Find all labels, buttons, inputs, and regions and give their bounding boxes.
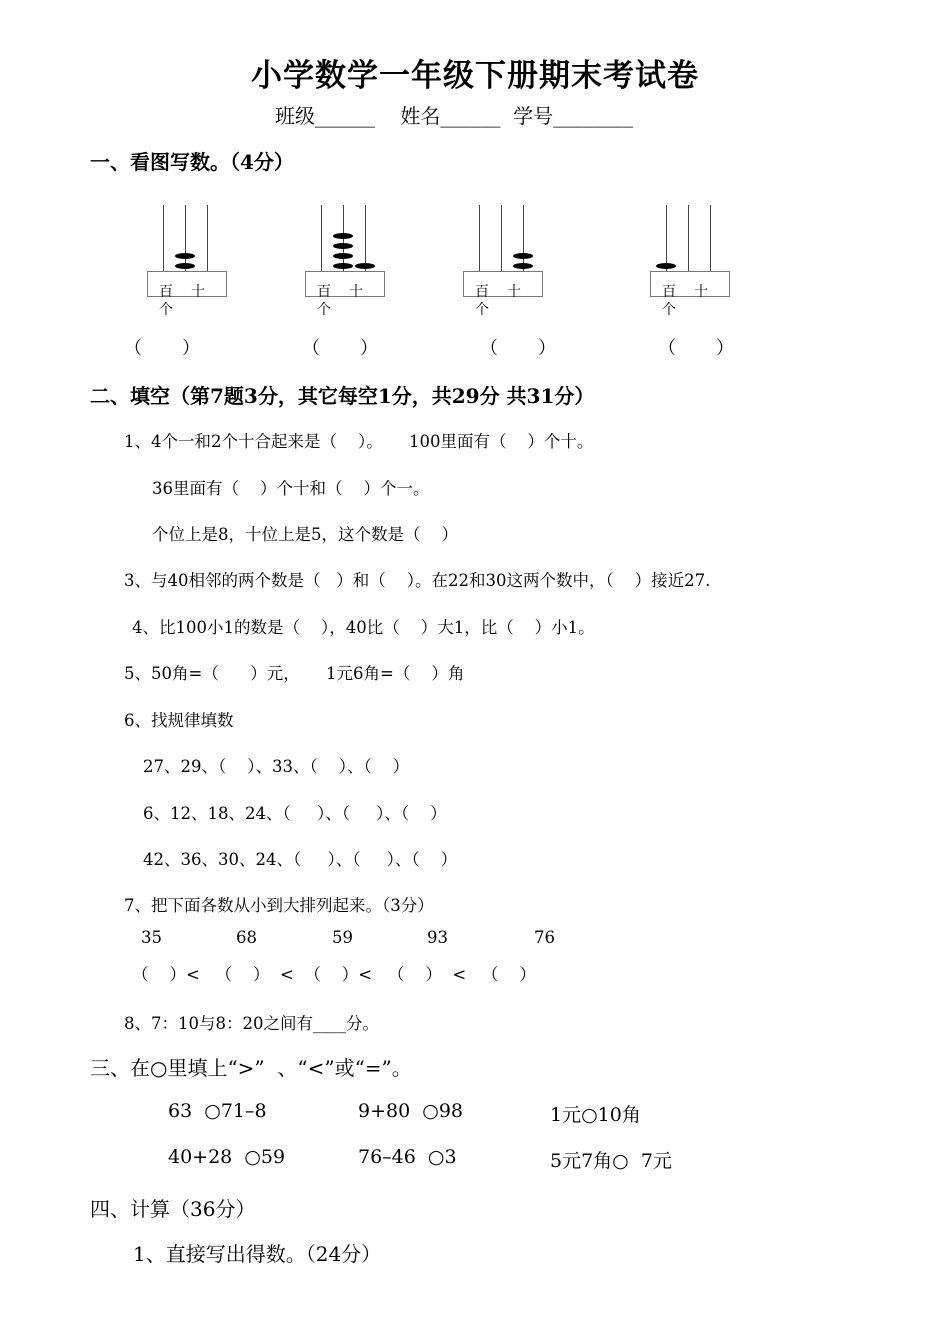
abacus-bead — [333, 253, 353, 259]
answer-blank-4[interactable]: （ ） — [658, 338, 735, 359]
abacus-rod-hundreds — [321, 205, 322, 271]
abacus-rod-ones — [523, 205, 524, 271]
compare-item[interactable]: 1元○10角 — [550, 1104, 641, 1126]
abacus-label-hundreds: 百 — [317, 284, 331, 300]
abacus-rod-tens — [688, 205, 689, 271]
abacus-label-tens: 十 — [191, 284, 205, 300]
abacus-label-tens: 十 — [694, 284, 708, 300]
abacus-rod-hundreds — [666, 205, 667, 271]
q7-number: 68 — [236, 928, 257, 947]
question-6c: 42、36、30、24、（ ）、（ ）、（ ） — [143, 850, 458, 869]
abacus-rod-hundreds — [479, 205, 480, 271]
question-5: 5、50角=（ ）元， 1元6角=（ ）角 — [124, 664, 465, 683]
abacus-bead — [175, 253, 195, 259]
student-info-line: 班级______ 姓名______ 学号________ — [275, 104, 634, 128]
section-1-heading: 一、看图写数。（4分） — [90, 150, 294, 174]
q7-number: 93 — [427, 928, 448, 947]
q7-number: 35 — [141, 928, 162, 947]
question-1a: 1、4个一和2个十合起来是（ ）。 100里面有（ ）个十。 — [124, 432, 594, 451]
abacus-bead — [513, 253, 533, 259]
abacus — [305, 205, 395, 325]
compare-item[interactable]: 63 ○71–8 — [168, 1100, 267, 1122]
abacus-label-hundreds: 百 — [159, 284, 173, 300]
abacus-label-tens: 十 — [349, 284, 363, 300]
abacus-label-ones: 个 — [662, 302, 676, 318]
abacus-label-hundreds: 百 — [475, 284, 489, 300]
abacus-rod-hundreds — [163, 205, 164, 271]
abacus-rod-ones — [365, 205, 366, 271]
answer-blank-3[interactable]: （ ） — [480, 338, 557, 359]
q7-number: 59 — [332, 928, 353, 947]
q7-number: 76 — [534, 928, 555, 947]
compare-item[interactable]: 9+80 ○98 — [358, 1100, 464, 1122]
abacus — [147, 205, 237, 325]
question-6: 6、找规律填数 — [124, 711, 234, 730]
abacus-bead — [656, 263, 676, 269]
answer-blank-2[interactable]: （ ） — [302, 338, 379, 359]
abacus-rod-ones — [207, 205, 208, 271]
abacus-bead — [333, 263, 353, 269]
abacus-label-ones: 个 — [159, 302, 173, 318]
question-3: 3、与40相邻的两个数是（ ）和（ ）。在22和30这两个数中，（ ）接近27. — [124, 571, 711, 590]
abacus-bead — [513, 263, 533, 269]
abacus-label-ones: 个 — [317, 302, 331, 318]
page-title: 小学数学一年级下册期末考试卷 — [251, 58, 699, 94]
compare-item[interactable]: 76–46 ○3 — [358, 1146, 457, 1168]
abacus-rod-tens — [185, 205, 186, 271]
abacus-bead — [355, 263, 375, 269]
section-4-sub-1: 1、直接写出得数。（24分） — [133, 1242, 382, 1266]
section-4-heading: 四、计算（36分） — [90, 1197, 256, 1221]
question-1c: 个位上是8，十位上是5，这个数是（ ） — [152, 525, 458, 544]
question-7: 7、把下面各数从小到大排列起来。（3分） — [124, 896, 434, 915]
question-4: 4、比100小1的数是（ ），40比（ ）大1，比（ ）小1。 — [132, 618, 595, 637]
section-3-heading: 三、在○里填上“>” 、“<”或“=”。 — [90, 1056, 412, 1080]
compare-item[interactable]: 5元7角○ 7元 — [550, 1150, 672, 1172]
abacus-rod-tens — [501, 205, 502, 271]
abacus-bead — [333, 243, 353, 249]
question-6a: 27、29、（ ）、33、（ ）、（ ） — [143, 757, 410, 776]
abacus-label-tens: 十 — [507, 284, 521, 300]
compare-item[interactable]: 40+28 ○59 — [168, 1146, 286, 1168]
answer-blank-1[interactable]: （ ） — [124, 338, 201, 359]
abacus-label-ones: 个 — [475, 302, 489, 318]
abacus — [463, 205, 553, 325]
abacus — [650, 205, 740, 325]
abacus-bead — [175, 263, 195, 269]
question-6b: 6、12、18、24、（ ）、（ ）、（ ） — [143, 804, 447, 823]
question-8: 8、7：10与8：20之间有____分。 — [124, 1014, 379, 1033]
abacus-bead — [333, 233, 353, 239]
question-1b: 36里面有（ ）个十和（ ）个一。 — [152, 479, 430, 498]
abacus-rod-ones — [710, 205, 711, 271]
q7-order-blanks[interactable]: （ ）< （ ） < （ ）< （ ） < （ ） — [132, 965, 536, 984]
abacus-label-hundreds: 百 — [662, 284, 676, 300]
section-2-heading: 二、填空（第7题3分，其它每空1分，共29分 共31分） — [90, 384, 595, 408]
